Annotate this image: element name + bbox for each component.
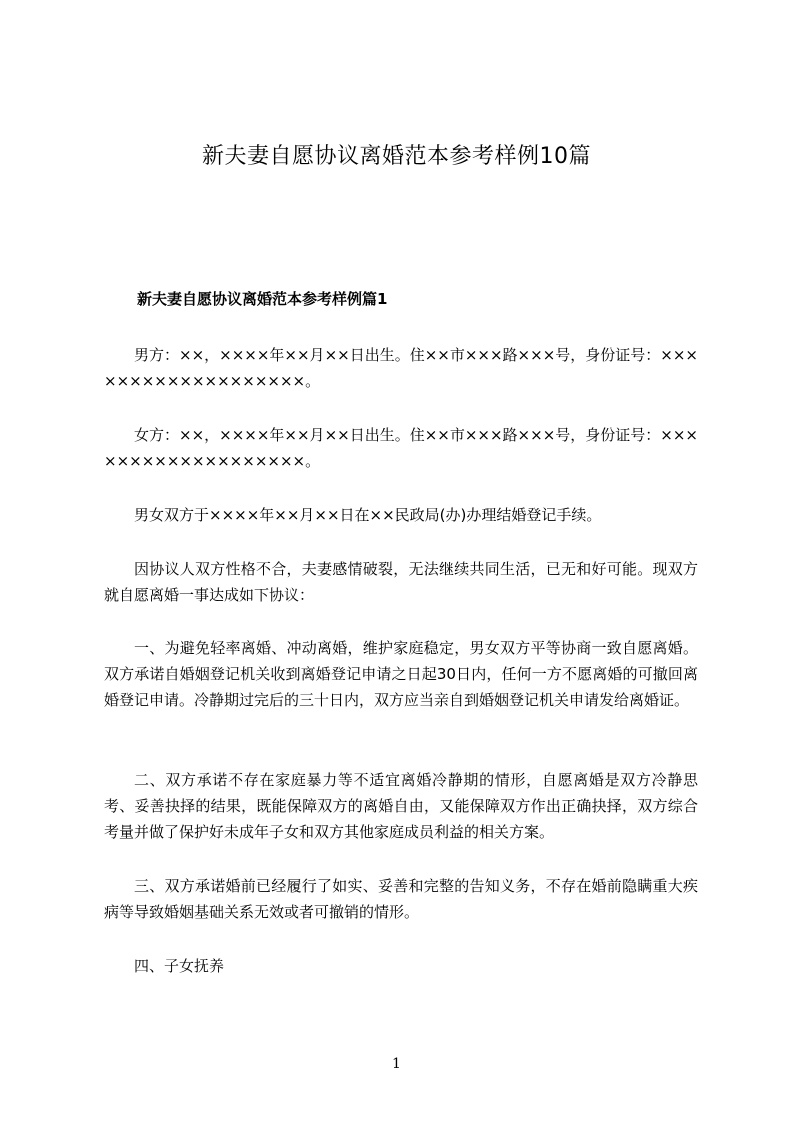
paragraph-clause-4-heading: 四、子女抚养 xyxy=(134,957,225,975)
paragraph-wife-info: 女方：××，××××年××月××日出生。住××市×××路×××号，身份证号：×××××××××××××××××××。 xyxy=(104,426,698,470)
paragraph-clause-3: 三、双方承诺婚前已经履行了如实、妥善和完整的告知义务，不存在婚前隐瞒重大疾病等导致婚姻基础关系无效或者可撤销的情形。 xyxy=(104,877,698,921)
document-title: 新夫妻自愿协议离婚范本参考样例10篇 xyxy=(202,144,591,169)
paragraph-husband-info: 男方：××，××××年××月××日出生。住××市×××路×××号，身份证号：×××××××××××××××××××。 xyxy=(104,346,698,390)
paragraph-marriage-registration: 男女双方于××××年××月××日在××民政局(办)办理结婚登记手续。 xyxy=(134,506,602,524)
page-number: 1 xyxy=(392,1056,401,1072)
paragraph-divorce-reason: 因协议人双方性格不合，夫妻感情破裂，无法继续共同生活，已无和好可能。现双方就自愿离婚一事达成如下协议： xyxy=(104,560,698,604)
paragraph-clause-1: 一、为避免轻率离婚、冲动离婚，维护家庭稳定，男女双方平等协商一致自愿离婚。双方承诺自婚姻登记机关收到离婚登记申请之日起30日内，任何一方不愿离婚的可撤回离婚登记申请。冷静期过完后的三十日内，双方应当亲自到婚姻登记机关申请发给离婚证。 xyxy=(104,639,698,709)
paragraph-clause-2: 二、双方承诺不存在家庭暴力等不适宜离婚冷静期的情形，自愿离婚是双方冷静思考、妥善抉择的结果，既能保障双方的离婚自由，又能保障双方作出正确抉择，双方综合考量并做了保护好未成年子女和双方其他家庭成员利益的相关方案。 xyxy=(104,771,698,841)
section-heading: 新夫妻自愿协议离婚范本参考样例篇1 xyxy=(137,290,388,308)
